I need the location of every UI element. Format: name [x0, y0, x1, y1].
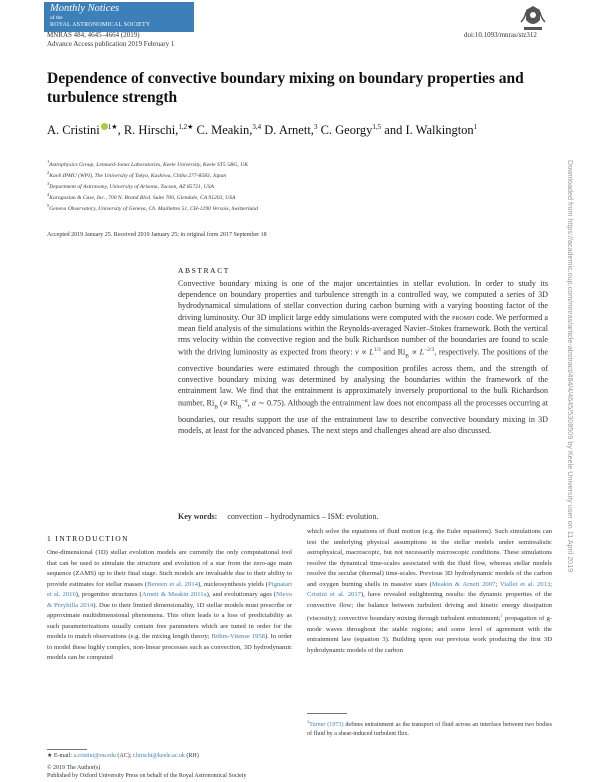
author-affiliation-marker: 1,5 — [372, 123, 382, 131]
affiliation-number: 4 — [47, 192, 50, 198]
advance-access: Advance Access publication 2019 February 1 — [47, 40, 175, 48]
affiliation-item — [47, 158, 497, 169]
copyright — [47, 764, 246, 780]
author-name-text: C. Meakin, — [196, 123, 253, 137]
email-divider — [47, 749, 87, 750]
affiliation-number: 3 — [47, 181, 50, 187]
author-affiliation-marker: 3,4 — [252, 123, 262, 131]
affiliation-text: Department of Astronomy, University of Arizona, Tucson, AZ 85721, USA — [49, 183, 214, 190]
prompi-code-name: prompi — [452, 312, 475, 322]
affiliation-number: 1 — [47, 159, 50, 164]
abstract-body: Convective boundary mixing is one of the major uncertainties in stellar evolution. In order to study its dependence on boundary properties and turbulence strength in a controlled way, we computed a series of 3D hydrodynamical simulations of stellar convection during carbon burning with a varying boosting factor of the driving luminosity. Our 3D implicit large eddy simulations were computed with the prompi code. We performed a mean field analysis of the simulations within the Reynolds-averaged Navier–Stokes framework. Both the vertical rms velocity within the convective region and the bulk Richardson number of the boundaries are found to scale with the driving luminosity as expected from theory: $v \propto L^{1/3}$ and $Ri_B \propto L^{-2/3}$, respectively. The positions of the convective boundaries were estimated through the composition profiles across them, and the strength of convective boundary mixing was determined by analysing the boundaries within the framework of the entrainment law. We find that the entrainment is approximately inversely proportional to the bulk Richardson number, $Ri_B$ (∝ $Ri_B^{-\alpha}$, α ∼ 0.75). Although the entrainment law does not encompass all the processes occurring at boundaries, our results support the use of the entrainment law to describe convective boundary mixing in 3D models, at least for the advanced phases. The next steps and challenges ahead are also discussed. — [178, 279, 549, 436]
citation-link[interactable]: Bersten et al. 2014 — [147, 580, 198, 588]
keywords-label: Key words: — [178, 512, 218, 521]
footnote-number: 1 — [307, 719, 310, 724]
affiliation-text: Karagozian & Case, Inc., 700 N. Brand Blvd. Suite 700, Glendale, CA 91203, USA — [49, 195, 236, 202]
body-column-right — [307, 527, 552, 656]
email-link[interactable]: a.cristini@ou.edu — [73, 753, 116, 759]
affiliation-item — [47, 180, 497, 191]
affiliation-item — [47, 202, 497, 213]
body-text: ), and evolutionary ages ( — [206, 591, 277, 598]
journal-society: ROYAL ASTRONOMICAL SOCIETY — [50, 22, 151, 28]
email-prefix: ★ E-mail: — [47, 753, 74, 759]
society-crest-logo — [518, 4, 548, 32]
body-text: ; — [495, 580, 500, 588]
download-watermark-text: Downloaded from https://academic.oup.com/mnras/article-abstract/484/4/4645/5308509 by Keele University user on 11 April 2019 — [566, 160, 575, 573]
email-suffix: (RH) — [184, 753, 199, 759]
affiliation-item — [47, 169, 497, 180]
author-name — [124, 123, 194, 137]
journal-name-of: of the — [50, 15, 63, 21]
abstract-text-1: Convective boundary mixing is one of the major uncertainties in stellar evolution. In order to study its dependence on boundary properties and turbulence strength in a controlled way, we computed a series of 3D hydrodynamical simulations of stellar convection during carbon burning with a varying boosting factor of the driving luminosity. Our 3D implicit large eddy simulations were computed with the — [178, 279, 548, 322]
keywords — [178, 512, 378, 521]
author-name-text: A. Cristini — [47, 123, 100, 137]
affiliation-number: 5 — [47, 203, 50, 209]
affiliation-text: Kavli IPMU (WPI), The University of Tokyo, Kashiwa, Chiba 277-8583, Japan — [49, 172, 227, 179]
author-affiliation-marker: 1 — [473, 123, 478, 131]
author-name — [197, 123, 262, 137]
received-dates: Accepted 2019 January 25. Received 2019 January 25; in original form 2017 September 18 — [47, 232, 267, 238]
body-text: propagation of g-mode waves throughout the stable regions; and some level of agreement with the entrainment law (equation 3). Building upon our previous work producing the first 3D hydrodynamic models of the carbon — [307, 615, 552, 654]
author-separator: , — [117, 123, 121, 137]
body-text: ). Due to their limited dimensionality, 1D stellar models must prescribe or approximate multidimensional phenomena. This often leads to a loss of predictability as such parameterizations usually contain free parameters which are tuned in order for the models to match observations (e.g. the mixing length theory; — [47, 601, 292, 640]
footnote — [307, 717, 552, 740]
publisher-line: Published by Oxford University Press on behalf of the Royal Astronomical Society — [47, 773, 247, 779]
author-list — [47, 118, 497, 140]
footnote-text: defines entrainment as the transport of fluid across an interface between two bodies of fluid by a shear-induced turbulent flux. — [307, 722, 552, 738]
orcid-icon[interactable] — [101, 123, 108, 130]
body-text: ), have revealed enlightening results: the dynamic properties of the convective flow; the balance between turbulent driving and kinetic energy dissipation (viscosity); convective boundary mixing through turbulent entrainment; — [307, 591, 553, 623]
author-name-text: R. Hirschi, — [123, 123, 179, 137]
body-text: ; — [550, 580, 553, 588]
email-link[interactable]: r.hirschi@keele.ac.uk — [132, 753, 185, 759]
body-column-left — [47, 548, 292, 664]
citation-link[interactable]: Turner (1973) — [309, 722, 344, 729]
journal-citation: MNRAS 484, 4645–4664 (2019) — [47, 31, 140, 39]
citation-link[interactable]: Meakin & Arnett 2007 — [431, 580, 496, 588]
author-name — [264, 123, 317, 137]
citation-link[interactable]: Arnett & Meakin 2011a — [141, 591, 207, 598]
author-affiliation-marker: 1★ — [107, 123, 118, 131]
abstract-text-3: , respectively. The positions of the convective boundaries were estimated through the composition profiles across them, and the strength of convective boundary mixing was determined by analysing the boundaries within the framework of the entrainment law. We find that the entrainment is approximately inversely proportional to the bulk Richardson number, — [178, 347, 548, 409]
abstract-text-2: code. We performed a mean field analysis of the simulations within the Reynolds-averaged Navier–Stokes framework. Both the vertical rms velocity within the convective region and the bulk Richardson number of the boundaries are found to scale with the driving luminosity as expected from theory: — [178, 312, 548, 357]
abstract-text-4: . Although the entrainment law does not encompass all the processes occurring at boundaries, our results support the use of the entrainment law to describe convective boundary mixing in 3D models, at least for the advanced phases. The next steps and challenges ahead are also discussed. — [178, 399, 549, 436]
body-text: which solve the equations of fluid motion (e.g. the Euler equations). Such simulations can test the underlying physical assumptions in the stellar models under semirealistic astrophysical, macroscopic, but not necessarily microscopic conditions. These simulations resolve the dynamical time-scales associated with the fluid flow, whereas stellar models resolve the secular (thermal) time-scales. Previous 3D hydrodynamic models of the carbon and oxygen burning shells in massive stars ( — [307, 528, 552, 588]
author-affiliation-marker: 1,2★ — [178, 123, 194, 131]
doi-link[interactable]: doi:10.1093/mnras/stz312 — [464, 31, 537, 39]
affiliation-text: Geneva Observatory, University of Geneva, Ch. Maillettes 51, CH-1290 Versoix, Switzerland — [49, 206, 258, 213]
author-separator: and — [381, 123, 403, 137]
footnote-divider — [307, 713, 347, 714]
author-name-text: I. Walkington — [405, 123, 474, 137]
affiliation-item — [47, 191, 497, 202]
author-name-text: D. Arnett, — [264, 123, 314, 137]
journal-banner — [44, 2, 194, 32]
author-name — [405, 123, 477, 137]
footnote-marker[interactable]: 1 — [500, 613, 503, 618]
body-text: ), nucleosynthesis yields ( — [197, 580, 269, 588]
citation-link[interactable]: Nieva & Przybilla 2014 — [47, 591, 292, 609]
email-mid: (AC); — [115, 753, 133, 759]
author-name-text: C. Georgy — [320, 123, 373, 137]
section-heading-introduction: 1 INTRODUCTION — [47, 534, 129, 543]
affiliation-text: Astrophysics Group, Lennard-Jones Laboratories, Keele University, Keele ST5 5BG, UK — [49, 161, 248, 168]
paper-title: Dependence of convective boundary mixing on boundary properties and turbulence strength — [47, 70, 524, 106]
affiliation-number: 2 — [47, 170, 50, 176]
copyright-line: © 2019 The Author(s) — [47, 765, 101, 771]
affiliations — [47, 158, 497, 213]
body-text: ), progenitor structures ( — [75, 591, 142, 598]
author-name — [47, 123, 121, 137]
citation-link[interactable]: Viallet et al. 2013 — [499, 580, 551, 588]
citation-link[interactable]: Pignatari et al. 2016 — [47, 580, 293, 598]
corresponding-email — [47, 752, 199, 759]
author-name — [321, 123, 403, 137]
body-text: One-dimensional (1D) stellar evolution models are currently the only computational tool that can be used to simulate the structure and evolution of a star from the zero-age main sequence (ZAMS) up to their final stage. Such models are invaluable due to their ability to provide estimates for stellar masses ( — [47, 549, 292, 588]
keywords-text: convection – hydrodynamics – ISM: evolution. — [227, 512, 379, 521]
body-text: ). In order to model these highly complex, non-linear processes such as convection, 3D hydrodynamic models can be computed — [47, 633, 292, 661]
author-affiliation-marker: 3 — [313, 123, 318, 131]
citation-link[interactable]: Cristini et al. 2017 — [307, 591, 361, 598]
citation-link[interactable]: Böhm-Vitense 1958 — [211, 633, 265, 640]
abstract-heading: ABSTRACT — [178, 266, 230, 275]
journal-name: Monthly Notices — [50, 3, 120, 14]
